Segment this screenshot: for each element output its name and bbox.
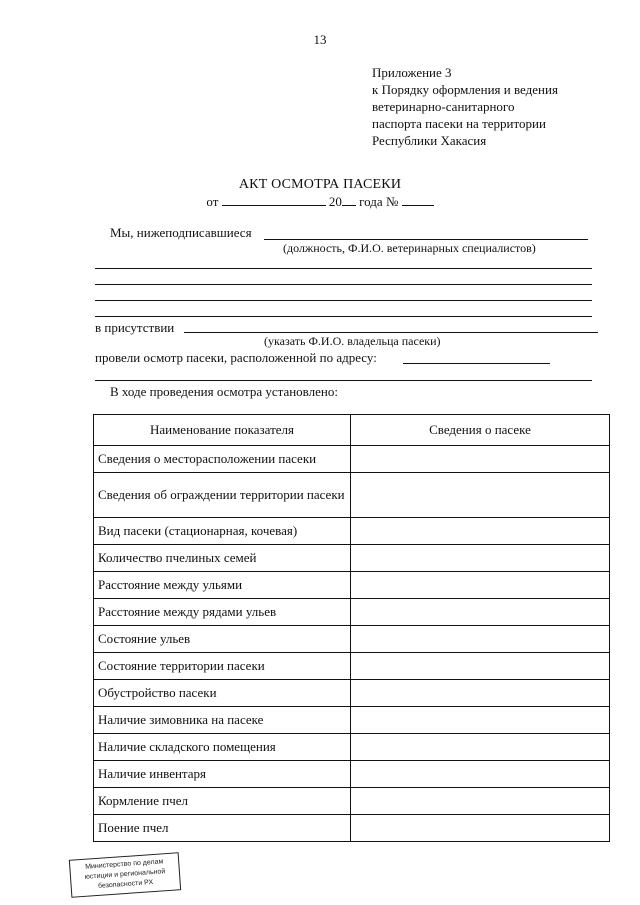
address-label: провели осмотр пасеки, расположенной по адресу: — [95, 350, 377, 365]
info-cell[interactable] — [351, 734, 610, 761]
table-row — [94, 653, 610, 680]
table-row — [94, 572, 610, 599]
column-header-info: Сведения о пасеке — [351, 415, 610, 446]
table-row — [94, 707, 610, 734]
info-cell[interactable] — [351, 446, 610, 473]
indicator-cell: Состояние территории пасеки — [94, 653, 351, 680]
findings-label: В ходе проведения осмотра установлено: — [110, 384, 338, 399]
indicator-cell: Кормление пчел — [94, 788, 351, 815]
indicator-cell: Сведения о месторасположении пасеки — [94, 446, 351, 473]
table-row — [94, 626, 610, 653]
table-row — [94, 761, 610, 788]
table-row — [94, 599, 610, 626]
indicator-cell: Наличие зимовника на пасеке — [94, 707, 351, 734]
year-prefix: 20 — [328, 194, 342, 209]
info-cell[interactable] — [351, 680, 610, 707]
ministry-stamp — [69, 852, 181, 898]
info-cell[interactable] — [351, 815, 610, 842]
signatories-field[interactable] — [264, 239, 588, 240]
date-field[interactable] — [222, 193, 326, 206]
table-row — [94, 473, 610, 518]
table-header-row — [94, 415, 610, 446]
appendix-line: паспорта пасеки на территории — [372, 116, 546, 131]
table-row — [94, 788, 610, 815]
info-cell[interactable] — [351, 572, 610, 599]
document-title: АКТ ОСМОТРА ПАСЕКИ — [238, 177, 402, 192]
info-cell[interactable] — [351, 545, 610, 572]
indicator-cell: Состояние ульев — [94, 626, 351, 653]
table-row — [94, 545, 610, 572]
indicator-cell: Сведения об ограждении территории пасеки — [94, 473, 351, 518]
stamp-line: юстиции и региональной — [84, 868, 166, 881]
info-cell[interactable] — [351, 653, 610, 680]
table-row — [94, 446, 610, 473]
number-label: года № — [359, 194, 399, 209]
appendix-line: Приложение 3 — [372, 65, 452, 80]
fill-line[interactable] — [95, 380, 592, 381]
indicator-cell: Количество пчелиных семей — [94, 545, 351, 572]
presence-field[interactable] — [184, 332, 598, 333]
stamp-line: безопасности РХ — [97, 879, 154, 890]
indicator-cell: Поение пчел — [94, 815, 351, 842]
presence-caption: (указать Ф.И.О. владельца пасеки) — [264, 334, 441, 348]
fill-line[interactable] — [95, 300, 592, 301]
table-row — [94, 680, 610, 707]
info-cell[interactable] — [351, 626, 610, 653]
signatories-label: Мы, нижеподписавшиеся — [110, 225, 252, 240]
number-field[interactable] — [402, 193, 434, 206]
column-header-indicator: Наименование показателя — [94, 415, 351, 446]
stamp-line: Министерство по делам — [84, 858, 164, 871]
info-cell[interactable] — [351, 599, 610, 626]
info-cell[interactable] — [351, 761, 610, 788]
fill-line[interactable] — [95, 284, 592, 285]
indicator-cell: Расстояние между рядами ульев — [94, 599, 351, 626]
page-number: 13 — [313, 32, 327, 47]
signatories-caption: (должность, Ф.И.О. ветеринарных специалистов) — [283, 241, 536, 255]
appendix-line: к Порядку оформления и ведения — [372, 82, 558, 97]
indicator-cell: Наличие инвентаря — [94, 761, 351, 788]
fill-line[interactable] — [95, 316, 592, 317]
appendix-line: ветеринарно-санитарного — [372, 99, 515, 114]
date-prefix: от — [206, 194, 219, 209]
year-field[interactable] — [342, 193, 356, 206]
indicator-cell: Обустройство пасеки — [94, 680, 351, 707]
info-cell[interactable] — [351, 518, 610, 545]
indicator-cell: Вид пасеки (стационарная, кочевая) — [94, 518, 351, 545]
table-row — [94, 815, 610, 842]
info-cell[interactable] — [351, 473, 610, 518]
appendix-reference — [372, 64, 558, 149]
info-cell[interactable] — [351, 788, 610, 815]
fill-line[interactable] — [95, 268, 592, 269]
table-row — [94, 518, 610, 545]
presence-label: в присутствии — [95, 320, 175, 335]
address-field[interactable] — [403, 363, 550, 364]
table-row — [94, 734, 610, 761]
info-cell[interactable] — [351, 707, 610, 734]
appendix-line: Республики Хакасия — [372, 133, 487, 148]
inspection-table — [93, 414, 610, 842]
indicator-cell: Расстояние между ульями — [94, 572, 351, 599]
date-line — [0, 193, 640, 210]
indicator-cell: Наличие складского помещения — [94, 734, 351, 761]
